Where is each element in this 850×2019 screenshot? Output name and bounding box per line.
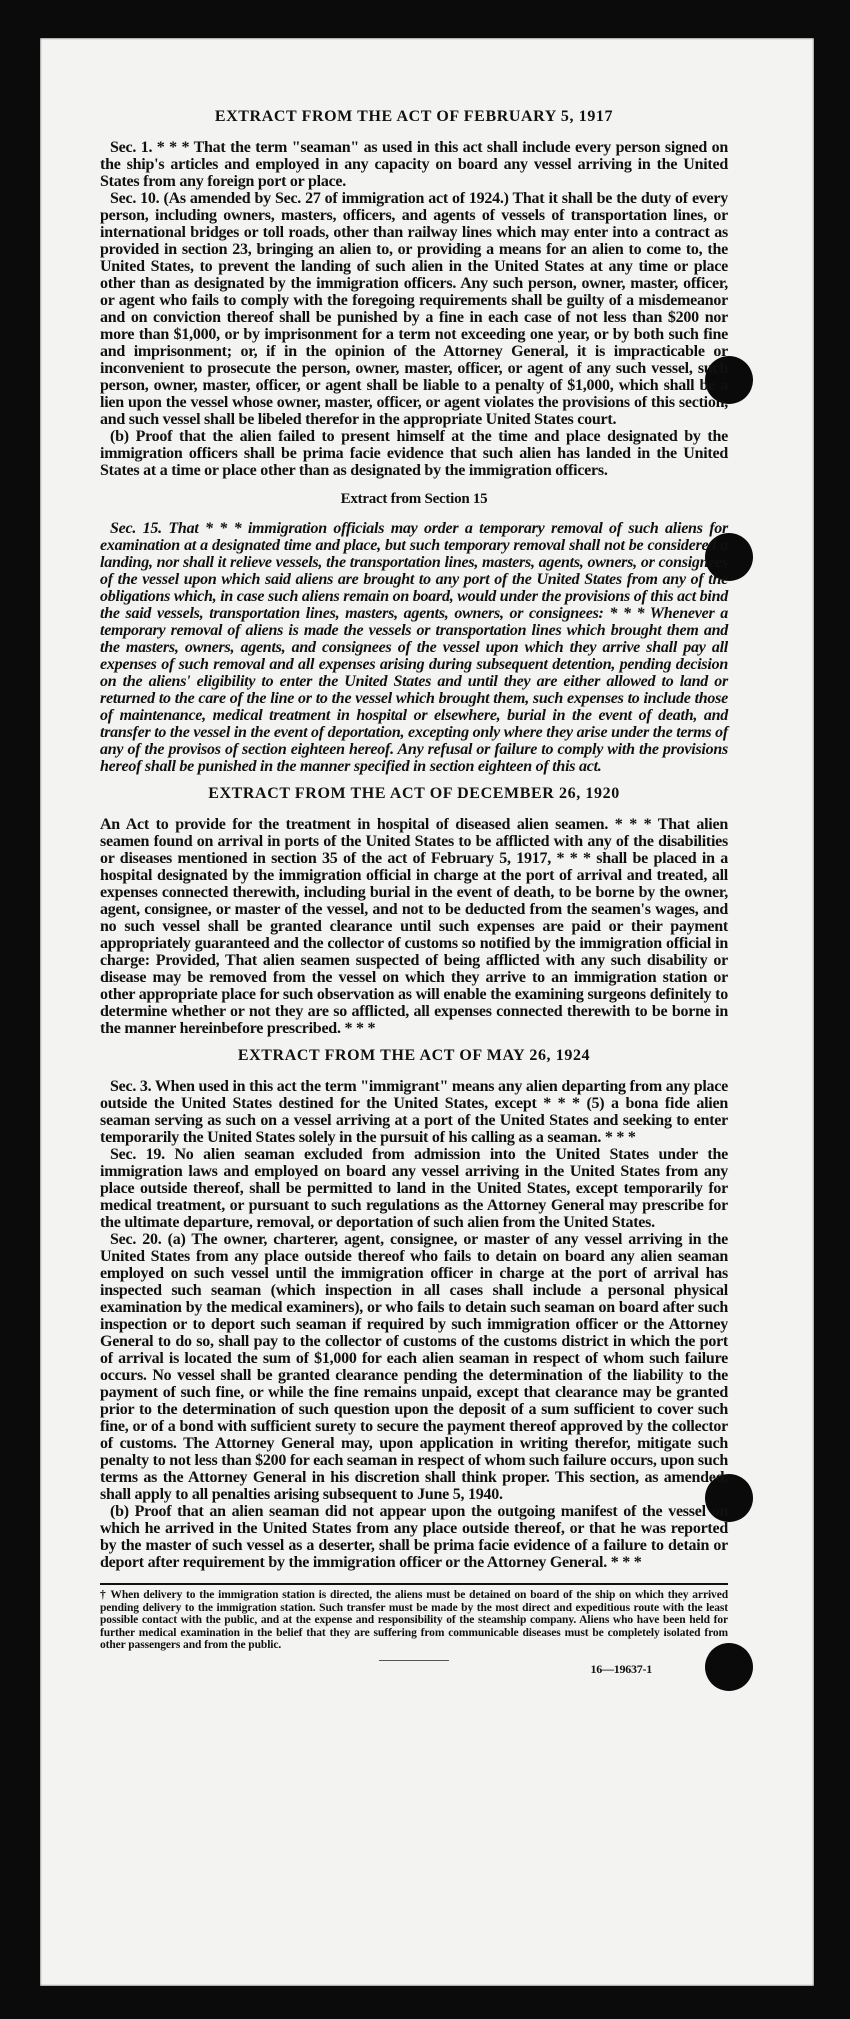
paragraph-act-1920: An Act to provide for the treatment in hospital of diseased alien seamen. * * * That alien seamen found on arrival in ports of the United States to be afflicted with any of the disabilities or diseases mentioned in section 35 of the act of February 5, 1917, * * * shall be placed in a hospital designated by the immigration official in charge at the port of arrival and treated, all expenses connected therewith, including burial in the event of death, to be borne by the owner, agent, consignee, or master of the vessel, and not to be deducted from the seamen's wages, and no such vessel shall be granted clearance until such expenses are paid or their payment appropriately guaranteed and the collector of customs so notified by the immigration official in charge: Provided, That alien seamen suspected of being afflicted with any such disability or disease may be removed from the vessel on which they arrive to an immigration station or other appropriate place for such observation as will enable the examining surgeons definitely to determine whether or not they are so afflicted, all expenses connected therewith to be borne in the manner hereinbefore prescribed. * * * <box>100 816 728 1037</box>
heading-act-1920: EXTRACT FROM THE ACT OF DECEMBER 26, 1920 <box>208 785 620 802</box>
paragraph-sec-3: Sec. 3. When used in this act the term "immigrant" means any alien departing from any place outside the United States destined for the United States, except * * * (5) a bona fide alien seaman serving as such on a vessel arriving at a port of the United States and seeking to enter temporarily the United States solely in the pursuit of his calling as a seaman. * * * <box>100 1078 728 1146</box>
footnote: † When delivery to the immigration station is directed, the aliens must be detained on board of the ship on which they arrived pending delivery to the immigration station. Such transfer must be made by the most direct and expeditious route with the least possible contact with the public, and at the expense and responsibility of the steamship company. Aliens who have been held for further medical examination in the belief that they are suffering from communicable diseases must be completely isolated from other passengers and from the public. <box>100 1583 728 1652</box>
heading-act-1924: EXTRACT FROM THE ACT OF MAY 26, 1924 <box>237 1047 591 1064</box>
paragraph-sec-1: Sec. 1. * * * That the term "seaman" as used in this act shall include every person signed on the ship's articles and employed in any capacity on board any vessel arriving in the United States from any foreign port or place. <box>100 139 728 190</box>
paragraph-sec-10: Sec. 10. (As amended by Sec. 27 of immigration act of 1924.) That it shall be the duty of every person, including owners, masters, officers, and agents of vessels of transportation lines, or international bridges or toll roads, other than railway lines which may enter into a contract as provided in section 23, bringing an alien to, or providing a means for an alien to come to, the United States, to prevent the landing of such alien in the United States at any time or place other than as designated by the immigration officers. Any such person, owner, master, officer, or agent who fails to comply with the foregoing requirements shall be guilty of a misdemeanor and on conviction thereof shall be punished by a fine in each case of not less than $200 nor more than $1,000, or by imprisonment for a term not exceeding one year, or by both such fine and imprisonment; or, if in the opinion of the Attorney General, it is impracticable or inconvenient to prosecute the person, owner, master, officer, or agent of any such vessel, such person, owner, master, officer, or agent shall be liable to a penalty of $1,000, which shall be a lien upon the vessel whose owner, master, officer, or agent violates the provisions of this section, and such vessel shall be libeled therefor in the appropriate United States court. <box>100 190 728 428</box>
subheading-section-15: Extract from Section 15 <box>340 491 488 507</box>
paragraph-sec-20: Sec. 20. (a) The owner, charterer, agent, consignee, or master of any vessel arriving in the United States from any place outside thereof who fails to detain on board any alien seaman employed on such vessel until the immigration officer in charge at the port of arrival has inspected such seaman (which inspection in all cases shall include a personal physical examination by the medical examiners), or who fails to detain such seaman on board after such inspection or to deport such seaman if required by such immigration officer or the Attorney General to do so, shall pay to the collector of customs of the customs district in which the port of arrival is located the sum of $1,000 for each alien seaman in respect of whom such failure occurs. No vessel shall be granted clearance pending the determination of the liability to the payment of such fine, or while the fine remains unpaid, except that clearance may be granted prior to the determination of such question upon the deposit of a sum sufficient to cover such fine, or of a bond with sufficient surety to secure the payment thereof approved by the collector of customs. The Attorney General may, upon application in writing therefor, mitigate such penalty to not less than $200 for each seaman in respect of whom such failure occurs, upon such terms as the Attorney General in his discretion shall think proper. This section, as amended, shall apply to all penalties arising subsequent to June 5, 1940. <box>100 1231 728 1503</box>
paragraph-sec-10b: (b) Proof that the alien failed to present himself at the time and place designated by the immigration officers shall be prima facie evidence that such alien has landed in the United States at a time or place other than as designated by the immigration officers. <box>100 428 728 479</box>
paragraph-sec-15: Sec. 15. That * * * immigration officials may order a temporary removal of such aliens for examination at a designated time and place, but such temporary removal shall not be considered a landing, nor shall it relieve vessels, the transportation lines, masters, agents, owners, or consignees of the vessel upon which said aliens are brought to any port of the United States from any of the obligations which, in case such aliens remain on board, would under the provisions of this act bind the said vessels, transportation lines, masters, agents, owners, or consignees: * * * Whenever a temporary removal of aliens is made the vessels or transportation lines which brought them and the masters, owners, agents, and consignees of the vessel upon which they arrive shall pay all expenses of such removal and all expenses arising during subsequent detention, pending decision on the aliens' eligibility to enter the United States and until they are either allowed to land or returned to the care of the line or to the vessel which brought them, such expenses to include those of maintenance, medical treatment in hospital or elsewhere, burial in the event of death, and transfer to the vessel in the event of deportation, excepting only where they arise under the terms of any of the provisos of section eighteen hereof. Any refusal or failure to comply with the provisions hereof shall be punished in the manner specified in section eighteen of this act. <box>100 520 728 775</box>
print-code: 16—19637-1 <box>590 1661 652 1676</box>
paragraph-sec-20b: (b) Proof that an alien seaman did not appear upon the outgoing manifest of the vessel on which he arrived in the United States from any place outside thereof, or that he was reported by the master of such vessel as a deserter, shall be prima facie evidence of a failure to detain or deport after requirement by the immigration officer or the Attorney General. * * * <box>100 1503 728 1571</box>
document-body <box>100 108 728 1678</box>
paragraph-sec-19: Sec. 19. No alien seaman excluded from admission into the United States under the immigration laws and employed on board any vessel arriving in the United States from any place outside thereof, shall be permitted to land in the United States, except temporarily for medical treatment, or pursuant to such regulations as the Attorney General may prescribe for the ultimate departure, removal, or deportation of such alien from the United States. <box>100 1146 728 1231</box>
heading-act-1917: EXTRACT FROM THE ACT OF FEBRUARY 5, 1917 <box>214 108 614 125</box>
